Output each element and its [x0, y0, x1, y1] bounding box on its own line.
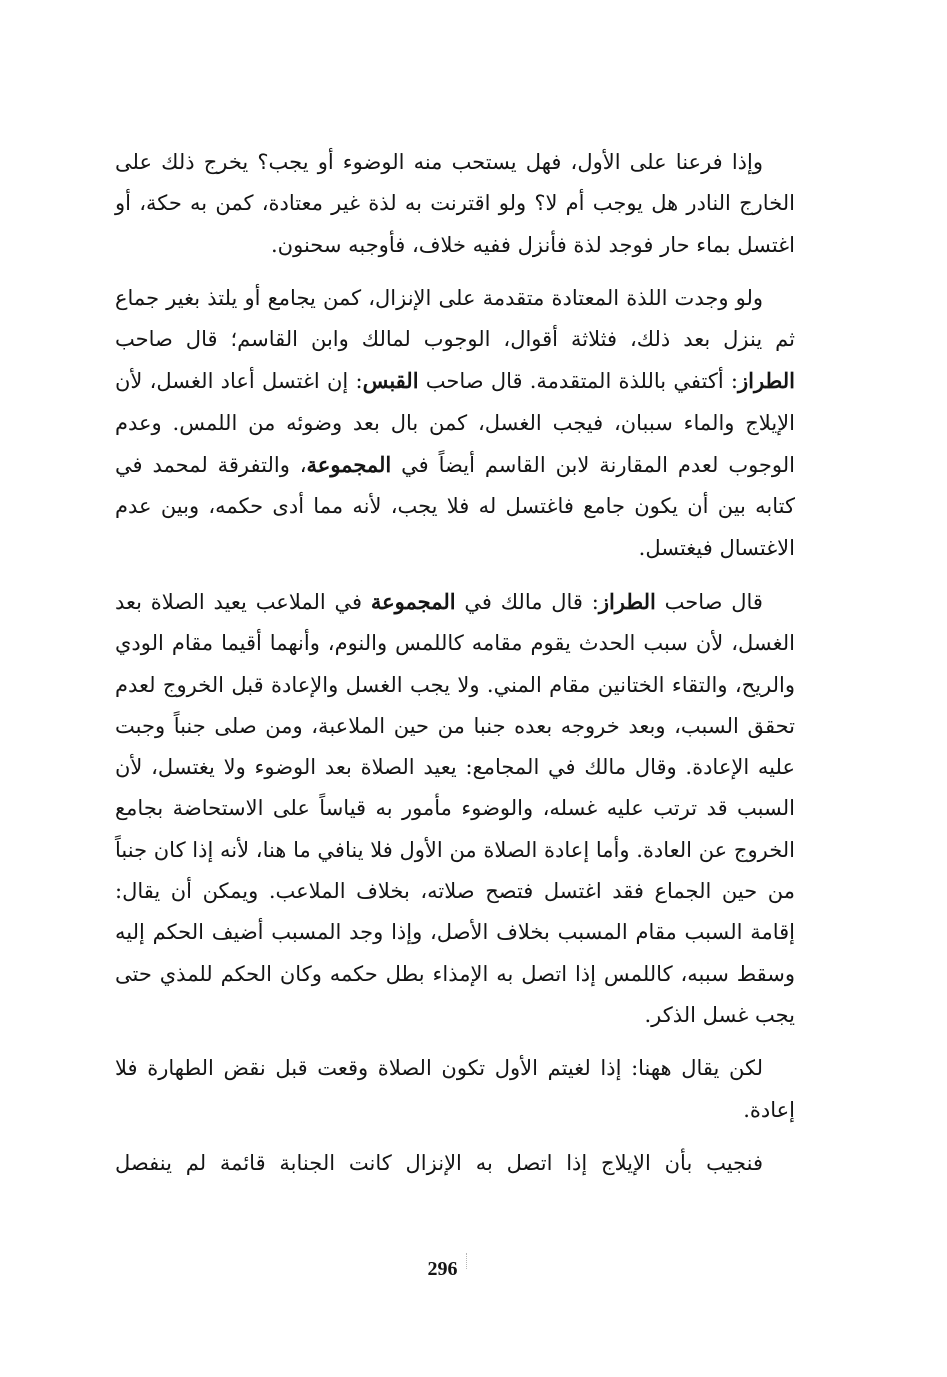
- paragraph-4-text: لكن يقال ههنا: إذا لغيتم الأول تكون الصلاة وقعت قبل نقض الطهارة فلا إعادة.: [115, 1056, 795, 1122]
- paragraph-5-text: فنجيب بأن الإيلاج إذا اتصل به الإنزال كانت الجنابة قائمة لم ينفصل: [115, 1150, 763, 1175]
- paragraph-3-text: قال صاحب: [655, 589, 763, 614]
- paragraph-5: [115, 1143, 795, 1184]
- paragraph-3-term-taraz: الطراز: [598, 588, 656, 614]
- paragraph-3-term-majmua: المجموعة: [370, 588, 456, 614]
- paragraph-3-text: في الملاعب يعيد الصلاة بعد الغسل، لأن سبب الحدث يقوم مقامه كاللمس والنوم، وأنهما أقيما مقام الودي والريح، والتقاء الختانين مقام المني. ولا يجب الغسل والإعادة قبل الخروج لعدم تحقق السبب، وبعد خروجه بعده جنبا من حين الملاعبة، ومن صلى جنباً وجبت عليه الإعادة. وقال مالك في المجامع: يعيد الصلاة بعد الوضوء ولا يغتسل، لأن السبب قد ترتب عليه غسله، والوضوء مأمور به قياساً على الاستحاضة بجامع الخروج عن العادة. وأما إعادة الصلاة من الأول فلا ينافي ما هنا، لأنه إذا كان جنباً من حين الجماع فقد اغتسل فتصح صلاته، بخلاف الملاعب. ويمكن أن يقال: إقامة السبب مقام المسبب بخلاف الأصل، وإذا وجد المسبب أضيف الحكم إليه وسقط سببه، كاللمس إذا اتصل به الإمذاء بطل حكمه وكان الحكم للمذي حتى يجب غسل الذكر.: [115, 589, 795, 1027]
- paragraph-2: [115, 278, 795, 569]
- paragraph-4: [115, 1048, 795, 1131]
- paragraph-1: [115, 142, 795, 266]
- paragraph-1-text: وإذا فرعنا على الأول، فهل يستحب منه الوضوء أو يجب؟ يخرج ذلك على الخارج النادر هل يوجب أم لا؟ ولو اقترنت به لذة غير معتادة، كمن به حكة، أو اغتسل بماء حار فوجد لذة فأنزل ففيه خلاف، فأوجبه سحنون.: [115, 150, 795, 257]
- paragraph-3-text: : قال مالك في: [455, 589, 599, 614]
- paragraph-2-term-taraz: الطراز: [737, 368, 795, 394]
- paragraph-2-term-majmua: المجموعة: [306, 452, 392, 478]
- paragraph-2-text: : إن اغتسل أعاد الغسل، لأن الإيلاج والماء سببان، فيجب الغسل، كمن بال بعد وضوئه من اللمس. وعدم الوجوب لعدم المقارنة لابن القاسم أيضاً في: [115, 369, 795, 478]
- paragraph-2-text: ولو وجدت اللذة المعتادة متقدمة على الإنزال، كمن يجامع أو يلتذ بغير جماع ثم ينزل بعد ذلك، فثلاثة أقوال، الوجوب لمالك وابن القاسم؛ قال صاحب: [115, 285, 795, 352]
- paragraph-2-term-qabas: القبس: [362, 368, 419, 394]
- body-text: [115, 142, 795, 1184]
- page-number: 296: [427, 1258, 458, 1280]
- paragraph-2-text: : أكتفي باللذة المتقدمة. قال صاحب: [418, 369, 738, 394]
- paragraph-2-text: ، والتفرقة لمحمد في كتابه بين أن يكون جامع فاغتسل له فلا يجب، لأنه مما أدى حكمه، وبين عدم الاغتسال فيغتسل.: [115, 453, 795, 560]
- paragraph-3: [115, 581, 795, 1036]
